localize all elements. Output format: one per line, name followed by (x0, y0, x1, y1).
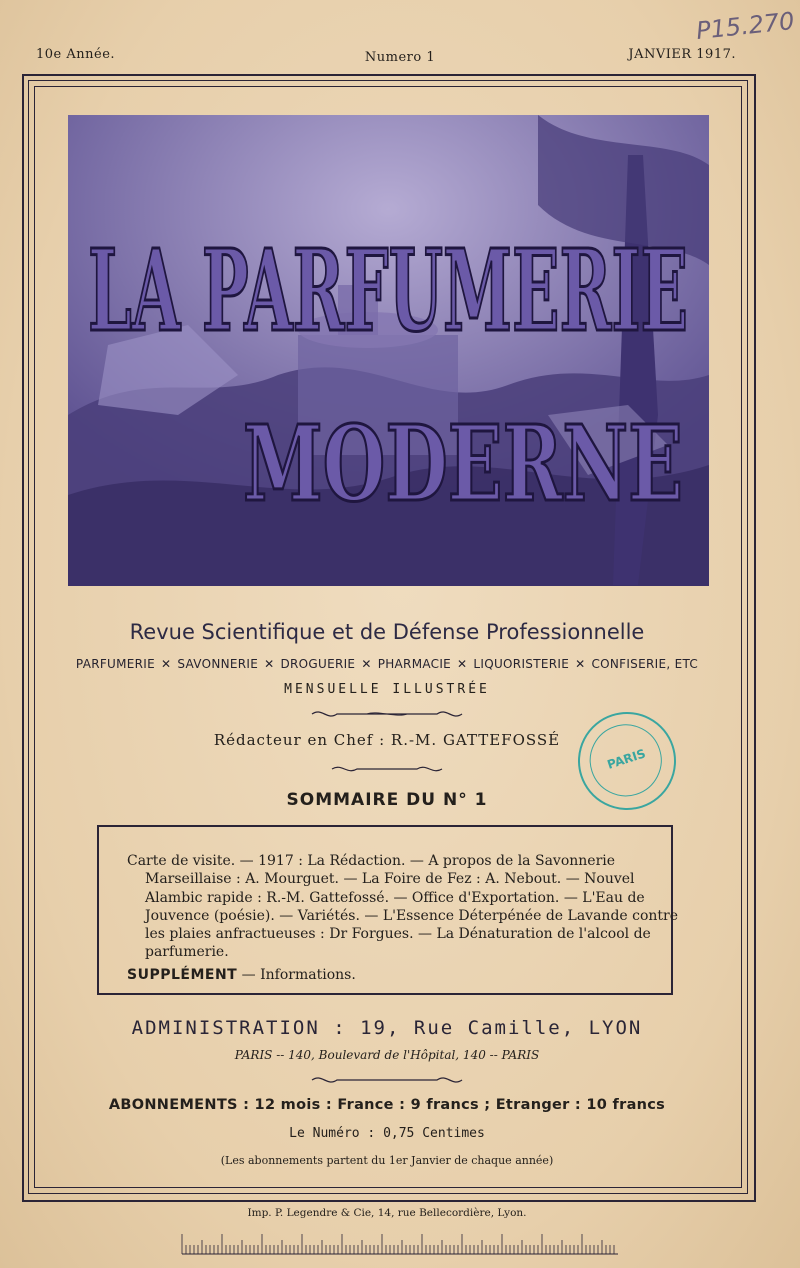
subscription-prices: ABONNEMENTS : 12 mois : France : 9 francs ; Etranger : 10 francs (108, 1097, 666, 1113)
masthead-line-1: LA PARFUMERIE (88, 226, 688, 357)
scale-ruler (180, 1232, 620, 1262)
summary-title: SOMMAIRE DU N° 1 (286, 790, 488, 810)
section-item: PHARMACIE (377, 657, 452, 671)
section-item: SAVONNERIE (177, 657, 259, 671)
section-separator: ✕ (361, 657, 372, 671)
frequency-label: MENSUELLE ILLUSTRÉE (284, 682, 490, 697)
single-issue-price: Le Numéro : 0,75 Centimes (289, 1126, 485, 1141)
journal-subtitle: Revue Scientifique et de Défense Professionnelle (129, 620, 645, 644)
summary-text: Carte de visite. — 1917 : La Rédaction. — A propos de la Savonnerie Marseillaise : A. Mourguet. — La Foire de Fez : A. Nebout. — Nouvel Alambic rapide : R.-M. Gattefossé. — Office d'Exportation. — L'Eau de Jouvence (poésie). — Variétés. — L'Essence Déterpénée de Lavande contre les plaies anfractueuses : Dr Forgues. — La Dénaturation de l'alcool de parfumerie. (127, 853, 679, 961)
administration-address: ADMINISTRATION : 19, Rue Camille, LYON (131, 1017, 643, 1039)
masthead-line-2: MODERNE (243, 402, 683, 525)
section-separator: ✕ (457, 657, 468, 671)
section-separator: ✕ (575, 657, 586, 671)
section-item: PARFUMERIE (75, 657, 156, 671)
summary-box (97, 825, 679, 995)
printer-imprint: Imp. P. Legendre & Cie, 14, rue Bellecordière, Lyon. (247, 1207, 527, 1219)
section-item: CONFISERIE, ETC (591, 657, 699, 671)
issue-year: 10e Année. (36, 47, 116, 62)
issue-number: Numero 1 (364, 50, 436, 65)
sections-list (0, 657, 774, 671)
issue-date: JANVIER 1917. (628, 47, 736, 62)
supplement-line (127, 967, 356, 983)
cover-photograph (68, 115, 709, 586)
handwritten-shelfmark: P15.270 (694, 6, 796, 46)
ornament-divider (0, 760, 774, 779)
section-separator: ✕ (264, 657, 275, 671)
subscription-note: (Les abonnements partent du 1er Janvier de chaque année) (220, 1154, 554, 1167)
supplement-label: SUPPLÉMENT (127, 967, 238, 983)
section-item: LIQUORISTERIE (473, 657, 570, 671)
editor-line: Rédacteur en Chef : R.-M. GATTEFOSSÉ (213, 731, 561, 749)
stamp-center-text: PARIS (605, 746, 648, 772)
section-item: DROGUERIE (280, 657, 356, 671)
ornament-divider (0, 1072, 774, 1091)
section-separator: ✕ (161, 657, 172, 671)
paris-address: PARIS -- 140, Boulevard de l'Hôpital, 140 -- PARIS (234, 1048, 540, 1062)
supplement-text: — Informations. (241, 967, 356, 983)
masthead-title (68, 115, 709, 586)
